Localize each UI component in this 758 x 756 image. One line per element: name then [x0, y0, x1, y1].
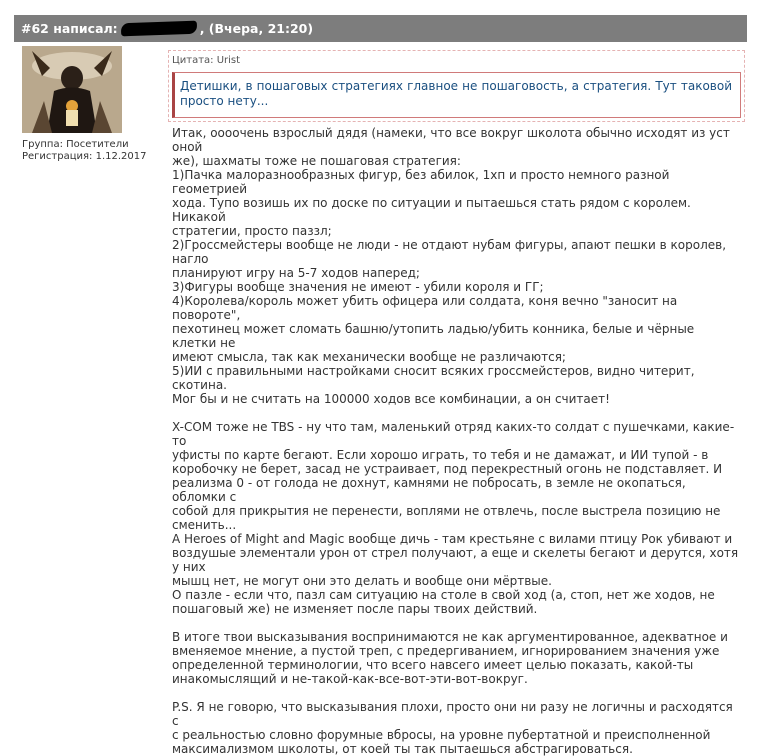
post-header	[14, 15, 747, 42]
post-line: пошаговый же) не изменяет после пары твоих действий.	[172, 602, 538, 616]
post-date: , (Вчера, 21:20)	[199, 21, 314, 36]
post-line: же), шахматы тоже не пошаговая стратегия:	[172, 154, 461, 168]
post-line: определенной терминологии, что всего навсего имеет целью показать, какой-ты	[172, 658, 694, 672]
post-line: инакомыслящий и не-такой-как-все-вот-эти-вот-вокруг.	[172, 672, 528, 686]
post-line: X-COM тоже не TBS - ну что там, маленький отряд каких-то солдат с пушечками, какие-то	[172, 420, 735, 448]
post-line: стратегии, просто паззл;	[172, 224, 332, 238]
post-line: Мог бы и не считать на 100000 ходов все комбинации, а он считает!	[172, 392, 610, 406]
user-group: Группа: Посетители	[22, 139, 129, 150]
post-line: P.S. Я не говорю, что высказывания плохи, просто они ни разу не логичны и расходятся с	[172, 700, 733, 728]
post-line: воздушые элементали урон от стрел получают, а еще и скелеты бегают и дерутся, хотя у них	[172, 546, 739, 574]
post-line: 5)ИИ с правильными настройками сносит всяких гроссмейстеров, видно читерит, скотина.	[172, 364, 695, 392]
avatar[interactable]	[22, 46, 122, 133]
post-line: с реальностью словно форумные вбросы, на уровне пубертатной и преисполненной	[172, 728, 711, 742]
post-line: 1)Пачка малоразнообразных фигур, без абилок, 1хп и просто немного разной геометрией	[172, 168, 670, 196]
post-line: максимализмом школоты, от коей ты так пытаешься абстрагироваться.	[172, 742, 633, 756]
post-body	[172, 126, 742, 756]
post-line	[172, 406, 742, 420]
post-line: В итоге твои высказывания воспринимаются не как аргументированное, адекватное и	[172, 630, 728, 644]
post-line: вменяемое мнение, а пустой треп, с предергиванием, игнорированием значения уже	[172, 644, 720, 658]
post-line: собой для прикрытия не перенести, воплями не отвлечь, после выстрела позицию не	[172, 504, 721, 518]
post-line: пехотинец может сломать башню/утопить ладью/убить конника, белые и чёрные клетки не	[172, 322, 695, 350]
post-line: уфисты по карте бегают. Если хорошо играть, то тебя и не дамажат, и ИИ тупой - в	[172, 448, 709, 462]
redacted-username	[120, 21, 196, 37]
post-line: реализма 0 - от голода не дохнут, камнями не побросать, в земле не окопаться, обломки с	[172, 476, 686, 504]
post-line: имеют смысла, так как механически вообще не различаются;	[172, 350, 566, 364]
user-info	[22, 139, 147, 163]
post-line: планируют игру на 5-7 ходов наперед;	[172, 266, 420, 280]
user-registration: Регистрация: 1.12.2017	[22, 151, 147, 162]
post-line: 4)Королева/король может убить офицера или солдата, коня вечно "заносит на повороте",	[172, 294, 678, 322]
post-line: 3)Фигуры вообще значения не имеют - убили короля и ГГ;	[172, 280, 544, 294]
post-line: Итак, оооочень взрослый дядя (намеки, что все вокруг школота обычно исходят из уст оной	[172, 126, 730, 154]
avatar-image	[22, 46, 122, 133]
post-line: A Heroes of Might and Magic вообще дичь - там крестьяне с вилами птицу Рок убивают и	[172, 532, 733, 546]
post-line: сменить...	[172, 518, 237, 532]
post-line: 2)Гроссмейстеры вообще не люди - не отдают нубам фигуры, апают пешки в королев, нагло	[172, 238, 727, 266]
quote-label: Цитата: Urist	[172, 55, 241, 66]
post-line	[172, 686, 742, 700]
post-line: мышц нет, не могут они это делать и вообще они мёртвые.	[172, 574, 552, 588]
post-line: О пазле - если что, пазл сам ситуацию на столе в свой ход (а, стоп, нет же ходов, не	[172, 588, 715, 602]
post-number[interactable]: #62 написал:	[21, 21, 118, 36]
post-line	[172, 616, 742, 630]
post-line: коробочку не берет, засад не устраивает, под перекрестный огонь не подставляет. И	[172, 462, 723, 476]
quote-text: Детишки, в пошаговых стратегиях главное не пошаговость, а стратегия. Тут таковой просто нету...	[172, 72, 741, 118]
post-line: хода. Тупо возишь их по доске по ситуации и пытаешься стать рядом с королем. Никакой	[172, 196, 691, 224]
